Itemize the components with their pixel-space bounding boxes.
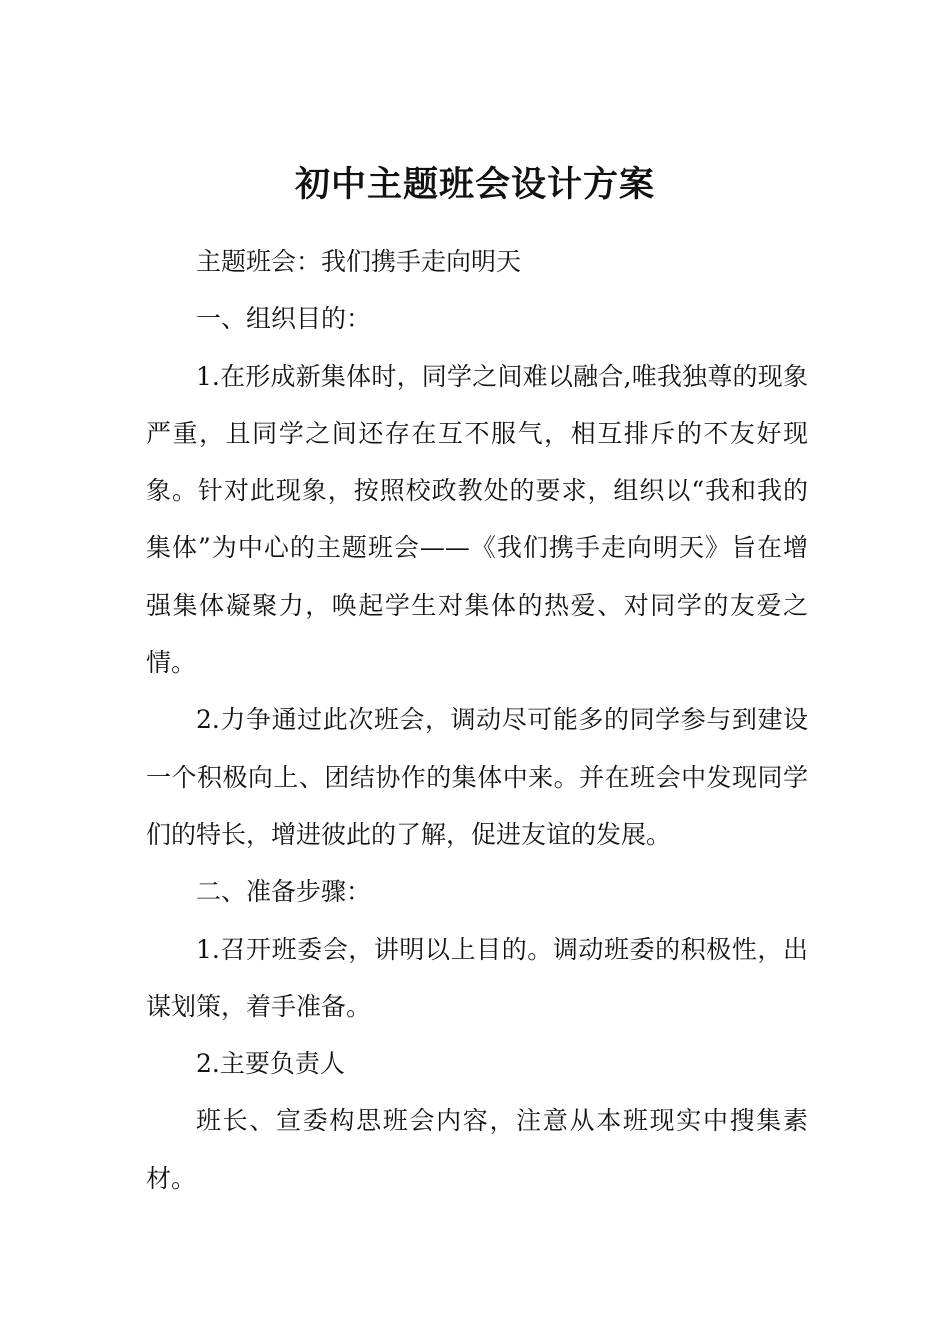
paragraph-purpose-1: 1.在形成新集体时，同学之间难以融合,唯我独尊的现象严重，且同学之间还存在互不服气，相互排斥的不友好现象。针对此现象，按照校政教处的要求，组织以“我和我的集体”为中心的主题班会——《我们携手走向明天》旨在增强集体凝聚力，唤起学生对集体的热爱、对同学的友爱之情。 [146, 361, 808, 678]
paragraph-responsible: 班长、宣委构思班会内容，注意从本班现实中搜集素材。 [146, 1106, 808, 1193]
paragraph-theme: 主题班会：我们携手走向明天 [196, 247, 522, 276]
document-title: 初中主题班会设计方案 [294, 164, 655, 205]
paragraph-preparation-1: 1.召开班委会，讲明以上目的。调动班委的积极性，出谋划策，着手准备。 [146, 934, 808, 1021]
document-body [146, 233, 808, 1207]
paragraph-purpose-2: 2.力争通过此次班会，调动尽可能多的同学参与到建设一个积极向上、团结协作的集体中来。并在班会中发现同学们的特长，增进彼此的了解，促进友谊的发展。 [146, 705, 808, 849]
heading-preparation: 二、准备步骤： [196, 877, 372, 907]
paragraph-preparation-2: 2.主要负责人 [196, 1049, 345, 1079]
heading-purpose: 一、组织目的： [196, 304, 372, 334]
